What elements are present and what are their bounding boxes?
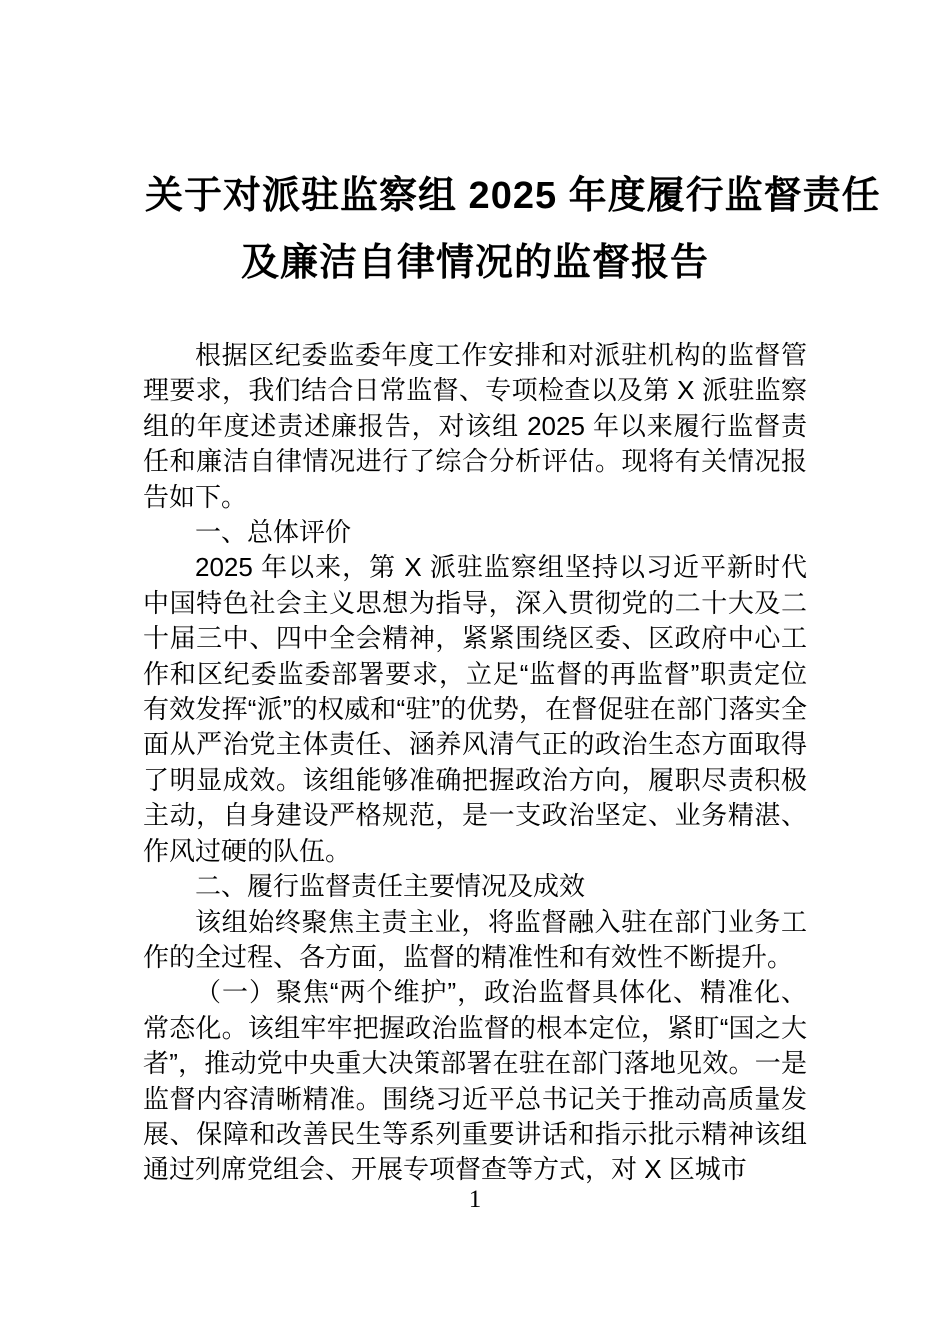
section-heading-2: 二、履行监督责任主要情况及成效	[195, 871, 586, 902]
paragraph-intro: 根据区纪委监委年度工作安排和对派驻机构的监督管理要求，我们结合日常监督、专项检查以及第 X 派驻监察组的年度述责述廉报告，对该组 2025 年以来履行监督责任和廉洁自律情况进行了综合分析评估。现将有关情况报告如下。	[143, 340, 807, 512]
document-body	[143, 338, 807, 1188]
document-title-line-1: 关于对派驻监察组 2025 年度履行监督责任	[145, 175, 881, 217]
paragraph-overall-evaluation: 2025 年以来，第 X 派驻监察组坚持以习近平新时代中国特色社会主义思想为指导，深入贯彻党的二十大及二十届三中、四中全会精神，紧紧围绕区委、区政府中心工作和区纪委监委部署要求，立足“监督的再监督”职责定位有效发挥“派”的权威和“驻”的优势，在督促驻在部门落实全面从严治党主体责任、涵养风清气正的政治生态方面取得了明显成效。该组能够准确把握政治方向，履职尽责积极主动，自身建设严格规范，是一支政治坚定、业务精湛、作风过硬的队伍。	[143, 552, 807, 866]
paragraph-section2-item1: （一）聚焦“两个维护”，政治监督具体化、精准化、常态化。该组牢牢把握政治监督的根本定位，紧盯“国之大者”，推动党中央重大决策部署在驻在部门落地见效。一是监督内容清晰精准。围绕习近平总书记关于推动高质量发展、保障和改善民生等系列重要讲话和指示批示精神该组通过列席党组会、开展专项督查等方式，对 X 区城市	[143, 977, 807, 1185]
document-title	[145, 163, 881, 297]
section-heading-1: 一、总体评价	[195, 517, 352, 548]
paragraph-section2-intro: 该组始终聚焦主责主业，将监督融入驻在部门业务工作的全过程、各方面，监督的精准性和有效性不断提升。	[143, 906, 807, 972]
document-title-line-2: 及廉洁自律情况的监督报告	[240, 242, 709, 284]
page-number: 1	[468, 1186, 482, 1213]
